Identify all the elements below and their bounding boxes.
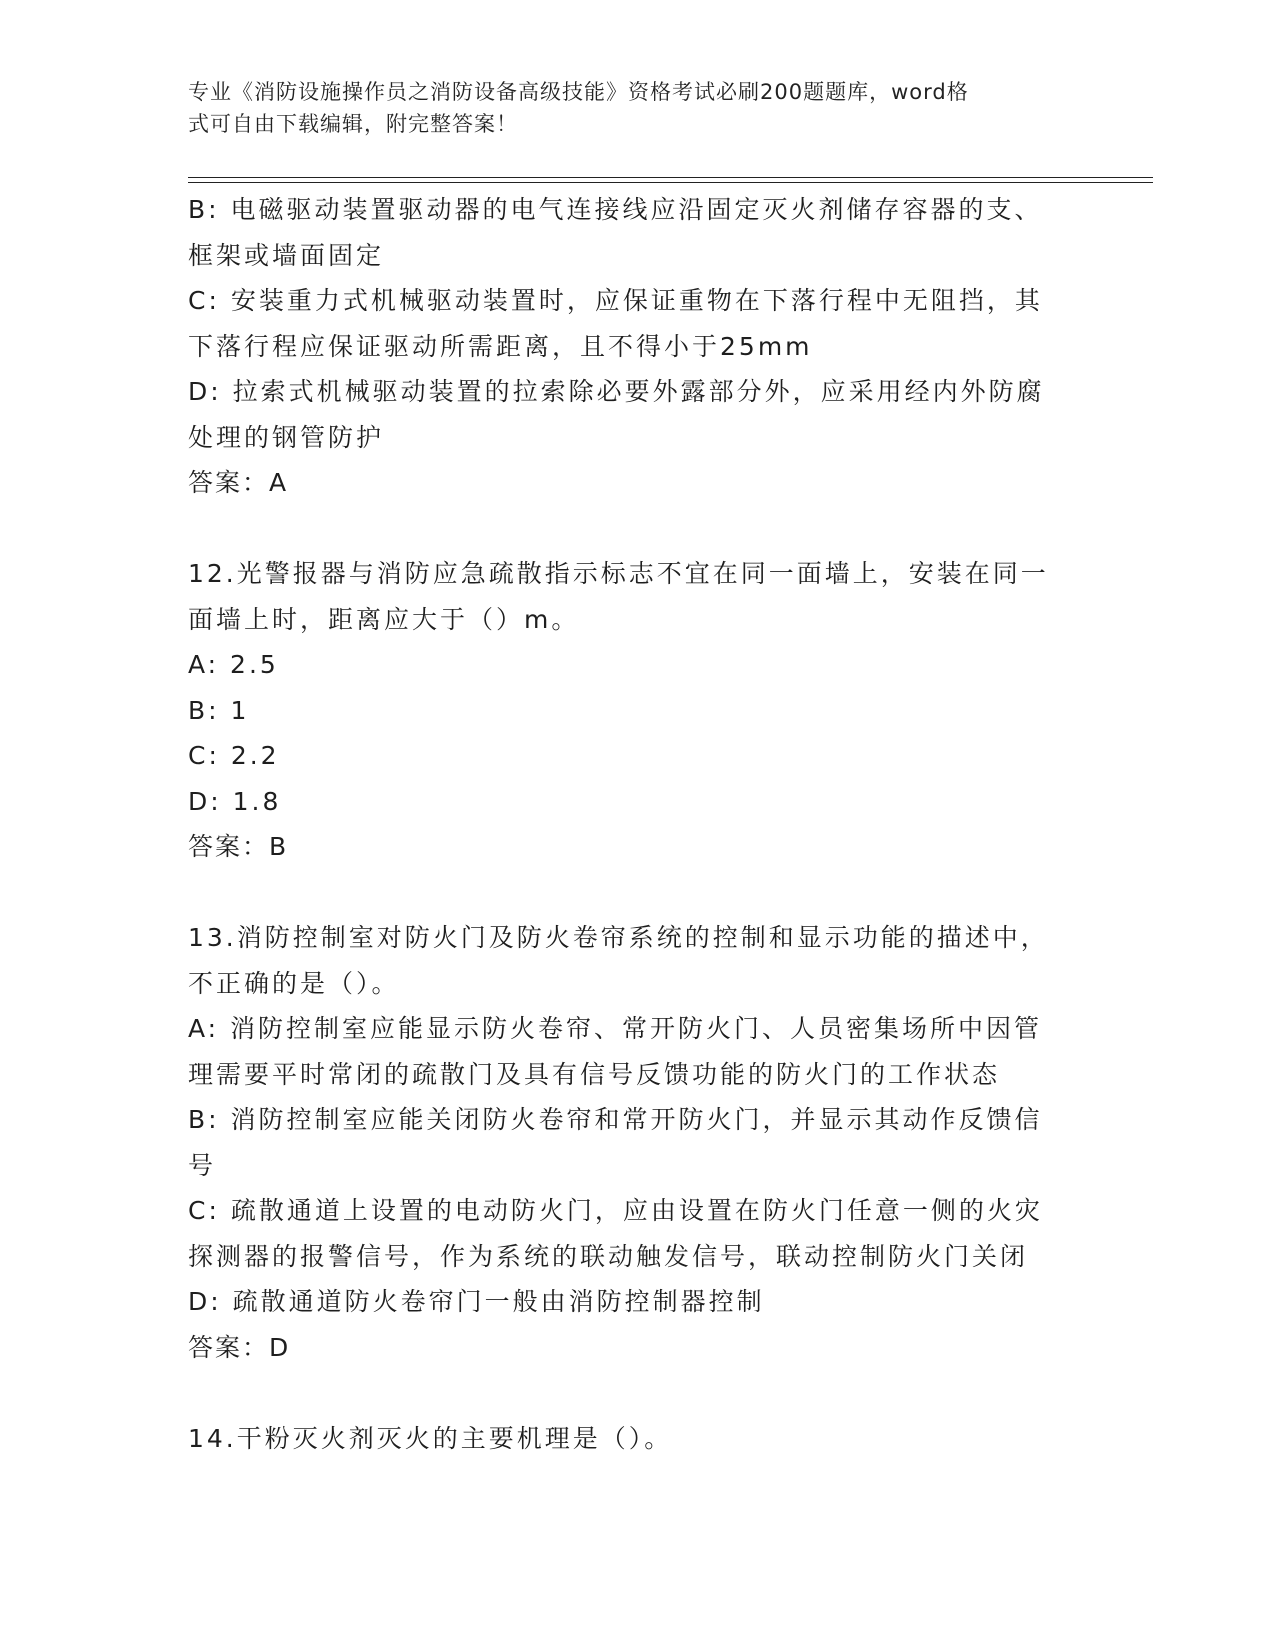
page-header xyxy=(188,76,1068,140)
q11-option-b-line-2: 框架或墙面固定 xyxy=(188,240,385,270)
spacer xyxy=(188,506,1088,552)
q13-option-d: D: 疏散通道防火卷帘门一般由消防控制器控制 xyxy=(188,1287,765,1316)
header-line-1: 专业《消防设施操作员之消防设备高级技能》资格考试必刷200题题库，word格 xyxy=(188,80,969,104)
spacer xyxy=(188,870,1088,916)
q11-option-d-line-1: D: 拉索式机械驱动装置的拉索除必要外露部分外，应采用经内外防腐 xyxy=(188,377,1045,406)
q12-option-b: B: 1 xyxy=(188,695,250,725)
spacer xyxy=(188,1370,1088,1416)
q14-stem: 14.干粉灭火剂灭火的主要机理是（）。 xyxy=(188,1423,673,1453)
q11-option-c-line-2: 下落行程应保证驱动所需距离，且不得小于25mm xyxy=(188,331,813,361)
q13-option-c-line-2: 探测器的报警信号，作为系统的联动触发信号，联动控制防火门关闭 xyxy=(188,1241,1029,1271)
q13-option-a-line-2: 理需要平时常闭的疏散门及具有信号反馈功能的防火门的工作状态 xyxy=(188,1059,1001,1089)
q11-option-b-line-1: B: 电磁驱动装置驱动器的电气连接线应沿固定灭火剂储存容器的支、 xyxy=(188,195,1043,224)
header-divider-top xyxy=(188,177,1153,178)
question-12 xyxy=(188,551,1088,870)
q13-option-b-line-2: 号 xyxy=(188,1150,217,1180)
q11-option-c-line-1: C: 安装重力式机械驱动装置时，应保证重物在下落行程中无阻挡，其 xyxy=(188,286,1043,315)
question-11-tail xyxy=(188,187,1088,506)
q12-option-c: C: 2.2 xyxy=(188,741,280,770)
q12-option-a: A: 2.5 xyxy=(188,650,279,679)
q12-stem-line-1: 12.光警报器与消防应急疏散指示标志不宜在同一面墙上，安装在同一 xyxy=(188,559,1049,588)
header-line-2: 式可自由下载编辑，附完整答案！ xyxy=(188,112,518,136)
question-14 xyxy=(188,1416,1088,1462)
q13-option-c-line-1: C: 疏散通道上设置的电动防火门，应由设置在防火门任意一侧的火灾 xyxy=(188,1196,1043,1225)
q12-answer: 答案：B xyxy=(188,832,289,861)
q13-answer: 答案：D xyxy=(188,1332,291,1362)
q13-stem-line-1: 13.消防控制室对防火门及防火卷帘系统的控制和显示功能的描述中， xyxy=(188,923,1049,952)
q11-option-d-line-2: 处理的钢管防护 xyxy=(188,422,385,452)
q12-stem-line-2: 面墙上时，距离应大于（）m。 xyxy=(188,604,580,634)
q13-stem-line-2: 不正确的是（）。 xyxy=(188,968,400,998)
q13-option-b-line-1: B: 消防控制室应能关闭防火卷帘和常开防火门，并显示其动作反馈信 xyxy=(188,1105,1043,1134)
question-content xyxy=(188,187,1088,1461)
q12-option-d: D: 1.8 xyxy=(188,786,282,816)
header-divider-bottom xyxy=(188,182,1153,183)
q11-answer: 答案：A xyxy=(188,468,289,497)
question-13 xyxy=(188,915,1088,1370)
q13-option-a-line-1: A: 消防控制室应能显示防火卷帘、常开防火门、人员密集场所中因管 xyxy=(188,1014,1043,1043)
